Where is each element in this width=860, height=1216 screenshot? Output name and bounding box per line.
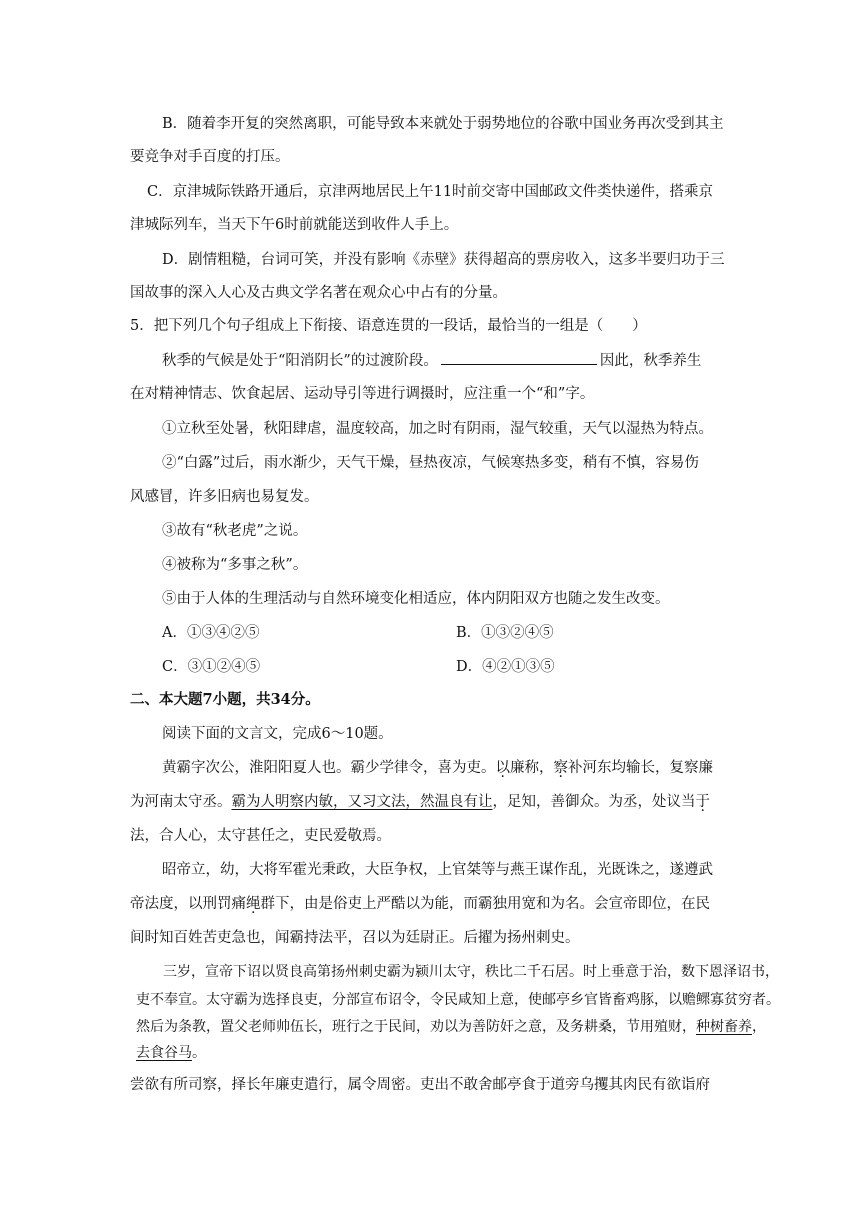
dotted-char: 绳 (246, 896, 261, 912)
dotted-char: 于 (695, 794, 710, 810)
q5-passage-line1 (162, 350, 701, 371)
passage-p3-line2: 吏不奉宣。太守霸为选择良吏，分部宣布诏令，令民咸知上意，使邮亭乡官皆畜鸡豚，以赡鳏寡贫穷者。 (136, 992, 780, 1008)
passage-text: 群下，由是俗吏上严酷以为能，而霸独用宽和为名。会宣帝即位，在民 (260, 896, 710, 912)
passage-p1-line1 (162, 758, 713, 778)
section-2-heading: 二、本大题7小题，共34分。 (130, 691, 320, 708)
q5-answer-blank (441, 350, 597, 365)
passage-text: 为河南太守丞。 (130, 794, 232, 810)
passage-text: 帝法度，以刑罚痛 (130, 896, 246, 912)
passage-p3-line1: 三岁，宣帝下诏以贤良高第扬州刺史霸为颍川太守，秩比二千石居。时上垂意于治，数下恩泽诏书， (163, 964, 779, 980)
q5-stem: 5．把下列几个句子组成上下衔接、语意连贯的一段话，最恰当的一组是（ ） (130, 318, 647, 334)
passage-p4-line1: 尝欲有所司察，择长年廉吏遣行，属令周密。吏出不敢舍邮亭食于道旁乌攫其肉民有欲诣府 (130, 1077, 710, 1093)
passage-p2-line1: 昭帝立，幼，大将军霍光秉政，大臣争权，上官桀等与燕王谋作乱，光既诛之，遂遵武 (162, 862, 713, 878)
passage-p1-line2 (130, 792, 710, 812)
q5-passage-after: 因此，秋季养生 (599, 353, 702, 369)
q5-sentence-3: ③故有“秋老虎”之说。 (162, 523, 308, 539)
q5-option-c: C．③①②④⑤ (162, 659, 261, 675)
passage-p2-line2 (130, 894, 710, 914)
q4-option-b-line2: 要竞争对手百度的打压。 (130, 149, 290, 165)
q5-sentence-5: ⑤由于人体的生理活动与自然环境变化相适应，体内阴阳双方也随之发生改变。 (162, 591, 670, 607)
q5-passage-before: 秋季的气候是处于“阳消阴长”的过渡阶段。 (162, 353, 438, 369)
q5-sentence-2-line2: 风感冒，许多旧病也易复发。 (130, 489, 319, 505)
passage-text: 补河东均输长，复察廉 (568, 760, 713, 776)
dotted-char: 察 (553, 760, 568, 776)
passage-p2-line3: 间时知百姓苦吏急也，闻霸持法平，召以为廷尉正。后擢为扬州刺史。 (130, 930, 580, 946)
q5-option-b: B．①③②④⑤ (456, 625, 554, 641)
q5-sentence-1: ①立秋至处暑，秋阳肆虐，温度较高，加之时有阴雨，湿气较重，天气以湿热为特点。 (162, 421, 713, 437)
q5-passage-line2: 在对精神情志、饮食起居、运动导引等进行调摄时，应注重一个“和”字。 (130, 386, 595, 402)
q4-option-c-line2: 津城际列车，当天下午6时前就能送到收件人手上。 (130, 217, 459, 233)
passage-text: 黄霸字次公，淮阳阳夏人也。霸少学律令，喜为吏。 (162, 760, 496, 776)
passage-text: 廉称， (510, 760, 554, 776)
passage-p1-line3: 法，合人心，太守甚任之，吏民爱敬焉。 (130, 828, 391, 844)
passage-text: 然后为条教，置父老师帅伍长，班行之于民间，劝以为善防奸之意，及务耕桑，节用殖财， (136, 1019, 696, 1035)
passage-p3-line4 (136, 1043, 206, 1063)
q5-sentence-4: ④被称为“多事之秋”。 (162, 557, 308, 573)
q5-option-d: D．④②①③⑤ (456, 659, 555, 675)
q4-option-c-line1: C．京津城际铁路开通后，京津两地居民上午11时前交寄中国邮政文件类快递件，搭乘京 (147, 184, 714, 200)
passage-p3-line3 (136, 1017, 766, 1037)
q4-option-d-line1: D．剧情粗糙，台词可笑，并没有影响《赤壁》获得超高的票房收入，这多半要归功于三 (162, 252, 725, 268)
underlined-phrase: 种树畜养 (696, 1019, 752, 1035)
q4-option-b-line1: B．随着李开复的突然离职，可能导致本来就处于弱势地位的谷歌中国业务再次受到其主 (162, 116, 724, 132)
q5-sentence-2-line1: ②“白露”过后，雨水渐少，天气干燥，昼热夜凉，气候寒热多变，稍有不慎，容易伤 (162, 455, 699, 471)
underlined-sentence: 霸为人明察内敏，又习文法，然温良有让 (231, 794, 493, 810)
q4-option-d-line2: 国故事的深入人心及古典文学名著在观众心中占有的分量。 (130, 285, 507, 301)
q5-option-a: A．①③④②⑤ (162, 625, 260, 641)
dotted-char: 以 (495, 760, 510, 776)
underlined-phrase: 去食谷马 (136, 1045, 192, 1061)
passage-text: ， (752, 1019, 766, 1035)
passage-text: 。 (192, 1045, 206, 1061)
passage-text: ，足知，善御众。为丞，处议当 (492, 794, 696, 810)
reading-instruction: 阅读下面的文言文，完成6～10题。 (162, 726, 393, 742)
